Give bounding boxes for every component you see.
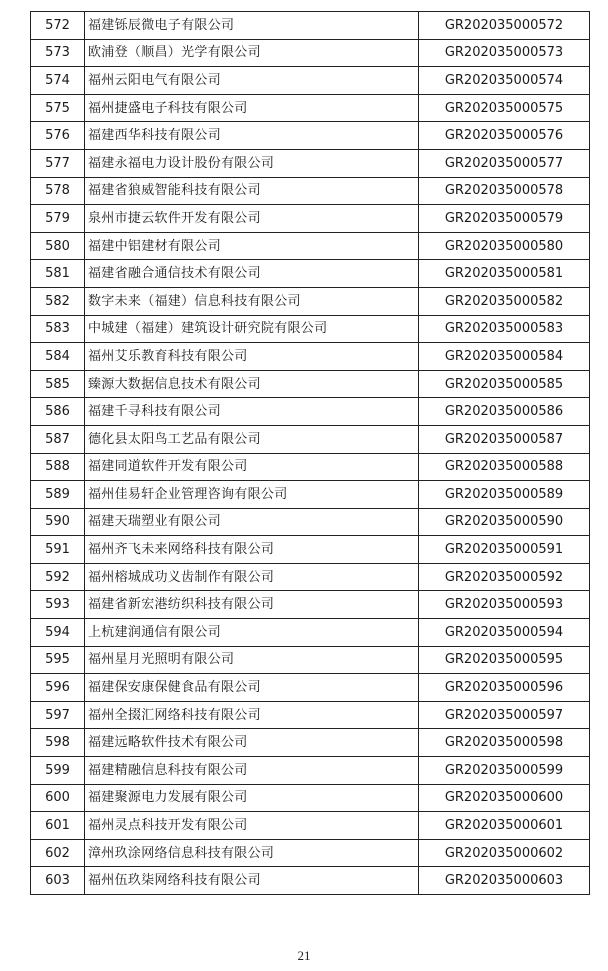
company-name-cell: 福建聚源电力发展有限公司 [85,784,419,812]
row-number-cell: 584 [31,343,85,371]
certificate-code-cell: GR202035000592 [419,563,590,591]
certificate-code-cell: GR202035000598 [419,729,590,757]
company-name-cell: 德化县太阳鸟工艺品有限公司 [85,425,419,453]
company-name-cell: 福州捷盛电子科技有限公司 [85,94,419,122]
table-row [31,315,590,343]
row-number-cell: 602 [31,839,85,867]
row-number-cell: 601 [31,812,85,840]
table-row [31,177,590,205]
company-name-cell: 福建铄辰微电子有限公司 [85,12,419,40]
table-row [31,563,590,591]
company-name-cell: 福州榕城成功义齿制作有限公司 [85,563,419,591]
table-row [31,867,590,895]
table-row [31,784,590,812]
table-row [31,674,590,702]
certificate-code-cell: GR202035000581 [419,260,590,288]
certificate-code-cell: GR202035000597 [419,701,590,729]
certificate-code-cell: GR202035000599 [419,757,590,785]
table-row [31,536,590,564]
table-row [31,619,590,647]
company-name-cell: 福州全掇汇网络科技有限公司 [85,701,419,729]
row-number-cell: 575 [31,94,85,122]
row-number-cell: 594 [31,619,85,647]
company-name-cell: 福建省融合通信技术有限公司 [85,260,419,288]
company-name-cell: 福州艾乐教育科技有限公司 [85,343,419,371]
company-name-cell: 漳州玖涂网络信息科技有限公司 [85,839,419,867]
row-number-cell: 603 [31,867,85,895]
certificate-code-cell: GR202035000603 [419,867,590,895]
company-name-cell: 福建同道软件开发有限公司 [85,453,419,481]
certificate-code-cell: GR202035000576 [419,122,590,150]
company-name-cell: 福建千寻科技有限公司 [85,398,419,426]
company-name-cell: 福建西华科技有限公司 [85,122,419,150]
table-row [31,839,590,867]
table-row [31,39,590,67]
company-name-cell: 福州星月光照明有限公司 [85,646,419,674]
table-row [31,205,590,233]
row-number-cell: 589 [31,481,85,509]
certificate-code-cell: GR202035000574 [419,67,590,95]
certificate-code-cell: GR202035000572 [419,12,590,40]
certificate-code-cell: GR202035000591 [419,536,590,564]
row-number-cell: 577 [31,149,85,177]
certificate-code-cell: GR202035000580 [419,232,590,260]
certificate-code-cell: GR202035000602 [419,839,590,867]
row-number-cell: 582 [31,287,85,315]
row-number-cell: 598 [31,729,85,757]
row-number-cell: 600 [31,784,85,812]
certificate-code-cell: GR202035000590 [419,508,590,536]
company-name-cell: 福建精融信息科技有限公司 [85,757,419,785]
certificate-code-cell: GR202035000595 [419,646,590,674]
company-name-cell: 泉州市捷云软件开发有限公司 [85,205,419,233]
certificate-code-cell: GR202035000577 [419,149,590,177]
row-number-cell: 585 [31,370,85,398]
row-number-cell: 599 [31,757,85,785]
certificate-code-cell: GR202035000594 [419,619,590,647]
row-number-cell: 583 [31,315,85,343]
certificate-code-cell: GR202035000593 [419,591,590,619]
table-row [31,370,590,398]
company-name-cell: 福建省新宏港纺织科技有限公司 [85,591,419,619]
certificate-code-cell: GR202035000575 [419,94,590,122]
row-number-cell: 586 [31,398,85,426]
table-row [31,122,590,150]
company-name-cell: 福州佳易轩企业管理咨询有限公司 [85,481,419,509]
company-name-cell: 福州伍玖柒网络科技有限公司 [85,867,419,895]
table-body [31,12,590,895]
company-list-table [30,11,590,895]
row-number-cell: 595 [31,646,85,674]
certificate-code-cell: GR202035000579 [419,205,590,233]
table-row [31,232,590,260]
company-name-cell: 臻源大数据信息技术有限公司 [85,370,419,398]
company-name-cell: 福州齐飞未来网络科技有限公司 [85,536,419,564]
row-number-cell: 573 [31,39,85,67]
row-number-cell: 579 [31,205,85,233]
company-name-cell: 中城建（福建）建筑设计研究院有限公司 [85,315,419,343]
table-row [31,94,590,122]
company-name-cell: 上杭建润通信有限公司 [85,619,419,647]
table-row [31,646,590,674]
table-row [31,398,590,426]
certificate-code-cell: GR202035000582 [419,287,590,315]
row-number-cell: 593 [31,591,85,619]
company-name-cell: 福建远略软件技术有限公司 [85,729,419,757]
table-row [31,260,590,288]
company-name-cell: 福建中铝建材有限公司 [85,232,419,260]
table-row [31,591,590,619]
table-row [31,149,590,177]
table-row [31,67,590,95]
table-row [31,508,590,536]
row-number-cell: 580 [31,232,85,260]
table-row [31,12,590,40]
table-row [31,287,590,315]
row-number-cell: 592 [31,563,85,591]
company-name-cell: 福建省狼威智能科技有限公司 [85,177,419,205]
page-number: 21 [297,948,311,963]
table-row [31,701,590,729]
row-number-cell: 588 [31,453,85,481]
company-name-cell: 福建保安康保健食品有限公司 [85,674,419,702]
company-name-cell: 数字未来（福建）信息科技有限公司 [85,287,419,315]
certificate-code-cell: GR202035000586 [419,398,590,426]
certificate-code-cell: GR202035000584 [419,343,590,371]
row-number-cell: 590 [31,508,85,536]
row-number-cell: 576 [31,122,85,150]
row-number-cell: 587 [31,425,85,453]
certificate-code-cell: GR202035000589 [419,481,590,509]
certificate-code-cell: GR202035000588 [419,453,590,481]
certificate-code-cell: GR202035000585 [419,370,590,398]
certificate-code-cell: GR202035000600 [419,784,590,812]
certificate-code-cell: GR202035000578 [419,177,590,205]
table-row [31,343,590,371]
row-number-cell: 591 [31,536,85,564]
certificate-code-cell: GR202035000601 [419,812,590,840]
company-name-cell: 福州灵点科技开发有限公司 [85,812,419,840]
company-name-cell: 福建永福电力设计股份有限公司 [85,149,419,177]
table-row [31,453,590,481]
row-number-cell: 572 [31,12,85,40]
company-name-cell: 福州云阳电气有限公司 [85,67,419,95]
row-number-cell: 574 [31,67,85,95]
row-number-cell: 581 [31,260,85,288]
table-row [31,729,590,757]
company-name-cell: 福建天瑞塑业有限公司 [85,508,419,536]
company-name-cell: 欧浦登（顺昌）光学有限公司 [85,39,419,67]
certificate-code-cell: GR202035000596 [419,674,590,702]
row-number-cell: 597 [31,701,85,729]
certificate-code-cell: GR202035000583 [419,315,590,343]
certificate-code-cell: GR202035000587 [419,425,590,453]
row-number-cell: 578 [31,177,85,205]
table-row [31,757,590,785]
table-row [31,425,590,453]
table-row [31,812,590,840]
certificate-code-cell: GR202035000573 [419,39,590,67]
row-number-cell: 596 [31,674,85,702]
table-row [31,481,590,509]
